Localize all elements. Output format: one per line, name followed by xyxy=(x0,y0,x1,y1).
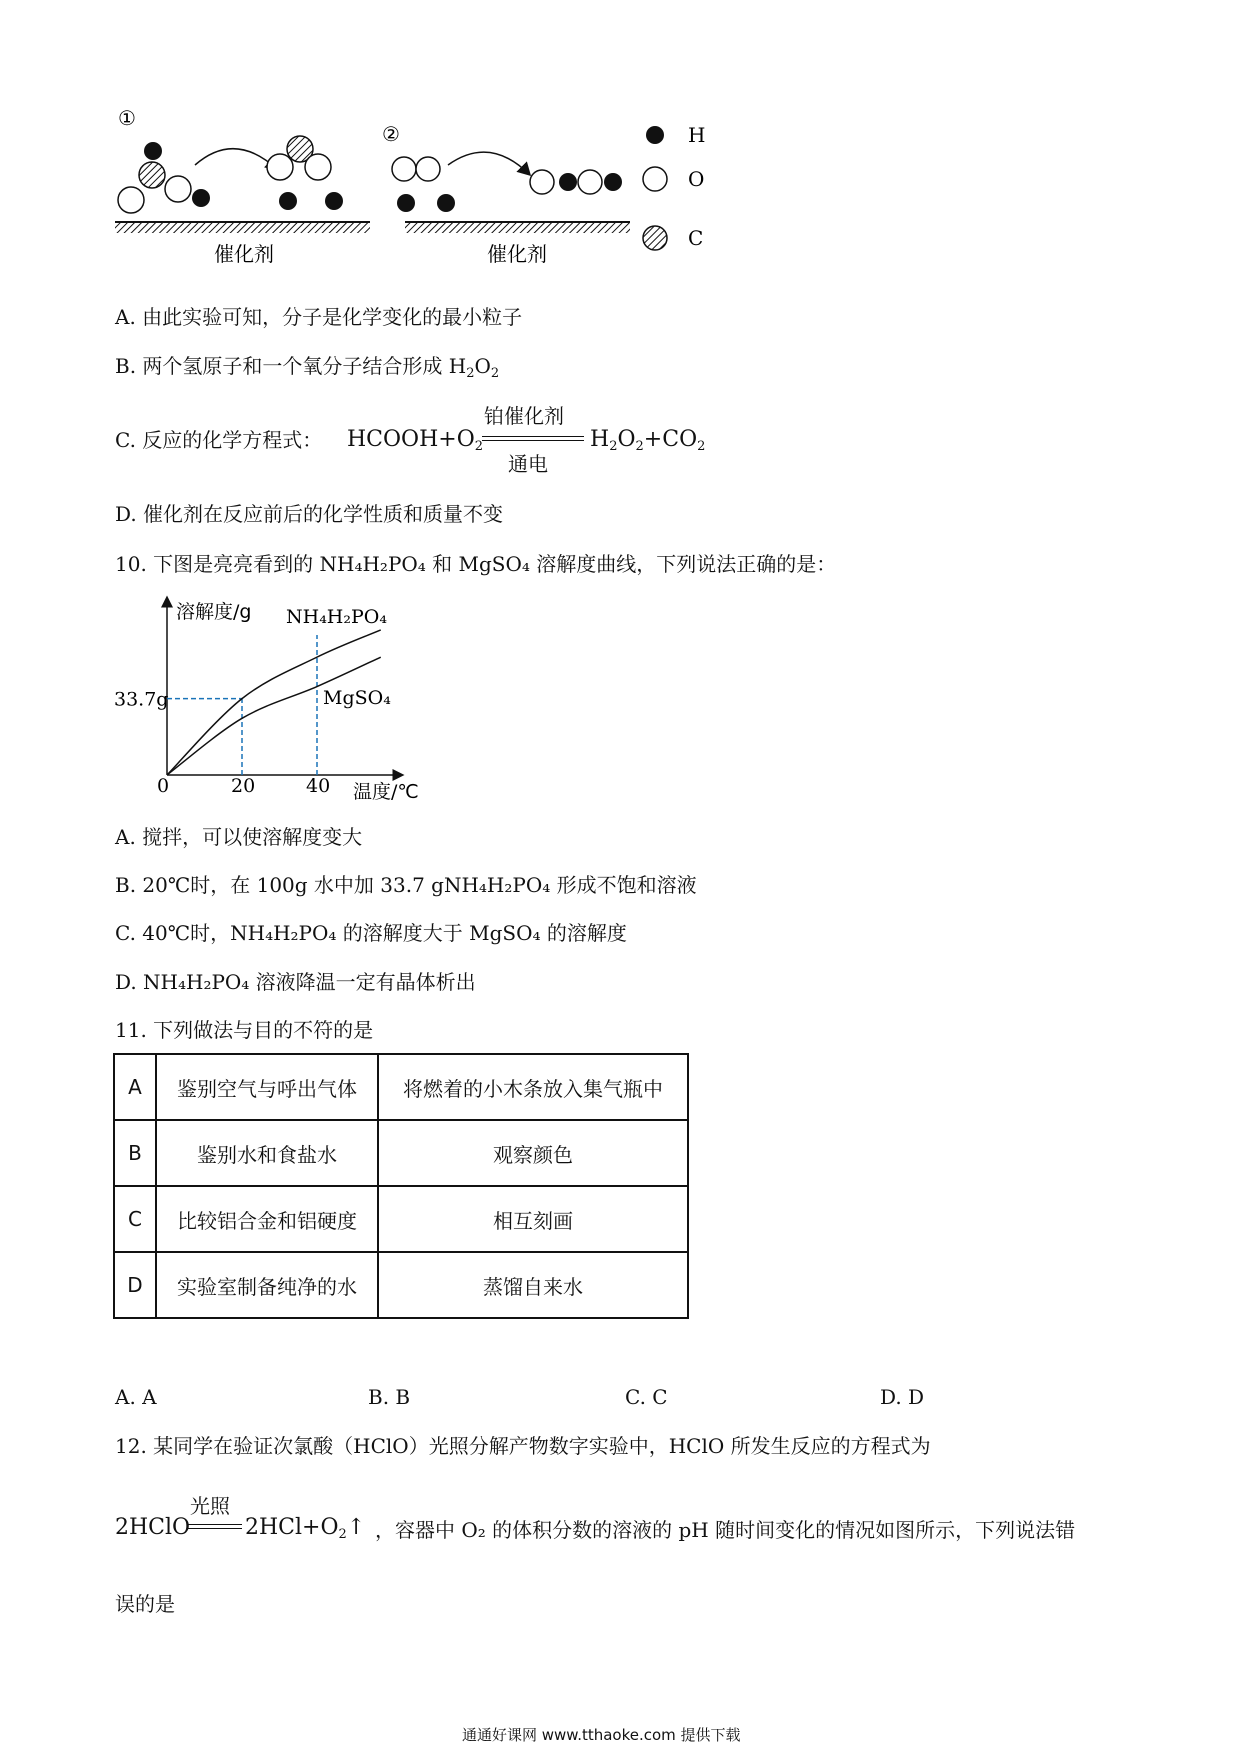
q10-stem: 10. 下图是亮亮看到的 NH₄H₂PO₄ 和 MgSO₄ 溶解度曲线，下列说法正确的是： xyxy=(115,552,837,576)
q12-eq-equals xyxy=(188,1524,242,1529)
q12-eq-right: $2HCl+O_2↑$ xyxy=(245,1515,366,1542)
q12-eq-condition: 光照 xyxy=(190,1494,230,1518)
row-purpose: 鉴别水和食盐水 xyxy=(156,1120,378,1186)
q9-option-d: D. 催化剂在反应前后的化学性质和质量不变 xyxy=(115,502,504,526)
q12-continuation: 误的是 xyxy=(115,1592,175,1616)
diagram-label-1: ① xyxy=(118,106,136,130)
row-method: 将燃着的小木条放入集气瓶中 xyxy=(378,1054,688,1120)
q9-c-left: $HCOOH+O_2$ xyxy=(347,427,484,454)
row-purpose: 比较铝合金和铝硬度 xyxy=(156,1186,378,1252)
series-curve-1 xyxy=(167,657,381,775)
table-row xyxy=(114,1054,688,1120)
q11-table xyxy=(113,1053,689,1319)
q11-choice-a: A. A xyxy=(115,1385,157,1409)
chart-xlabel: 温度/℃ xyxy=(353,781,419,803)
q12-eq-left: 2HClO xyxy=(115,1515,191,1540)
q11-choice-b: B. B xyxy=(368,1385,411,1409)
q9-b-sub2: 2 xyxy=(490,366,500,381)
q9-c-equals xyxy=(482,436,584,441)
q11-choice-c: C. C xyxy=(625,1385,668,1409)
table-row xyxy=(114,1252,688,1318)
catalyst-reaction-diagram xyxy=(110,105,730,280)
x-tick-label: 20 xyxy=(231,775,256,797)
row-purpose: 实验室制备纯净的水 xyxy=(156,1252,378,1318)
row-method: 观察颜色 xyxy=(378,1120,688,1186)
q9-c-condition-top: 铂催化剂 xyxy=(484,404,564,428)
legend-o: O xyxy=(688,167,705,191)
table-row xyxy=(114,1186,688,1252)
row-key: C xyxy=(114,1186,156,1252)
solubility-chart xyxy=(110,590,440,805)
y-tick-label: 33.7g xyxy=(114,688,169,711)
row-key: D xyxy=(114,1252,156,1318)
row-purpose: 鉴别空气与呼出气体 xyxy=(156,1054,378,1120)
row-method: 蒸馏自来水 xyxy=(378,1252,688,1318)
catalyst-label-1: 催化剂 xyxy=(214,242,274,266)
series-label-mgso4: MgSO₄ xyxy=(323,687,391,709)
q10-option-c: C. 40℃时，NH₄H₂PO₄ 的溶解度大于 MgSO₄ 的溶解度 xyxy=(115,921,627,945)
catalyst-label-2: 催化剂 xyxy=(487,242,547,266)
q9-c-prefix: C. 反应的化学方程式： xyxy=(115,428,323,452)
chart-ylabel: 溶解度/g xyxy=(176,601,252,623)
q11-stem: 11. 下列做法与目的不符的是 xyxy=(115,1018,374,1042)
legend-h: H xyxy=(688,123,706,147)
series-label-nh4h2po4: NH₄H₂PO₄ xyxy=(286,606,387,628)
q9-b-text: B. 两个氢原子和一个氧分子结合形成 H xyxy=(115,354,467,378)
row-key: A xyxy=(114,1054,156,1120)
q9-b-sub1: 2 xyxy=(466,366,475,381)
q12-stem: 12. 某同学在验证次氯酸（HClO）光照分解产物数字实验中，HClO 所发生反应的方程式为 xyxy=(115,1434,931,1458)
q9-c-condition-bottom: 通电 xyxy=(508,452,548,476)
table-row xyxy=(114,1120,688,1186)
q9-b-mid: O xyxy=(474,354,491,378)
diagram-label-2: ② xyxy=(382,122,400,146)
q11-choice-d: D. D xyxy=(880,1385,925,1409)
chart-origin: 0 xyxy=(157,775,170,797)
q12-eq-tail: ，容器中 O₂ 的体积分数的溶液的 pH 随时间变化的情况如图所示，下列说法错 xyxy=(375,1518,1076,1542)
q9-c-right: $H_2O_2+CO_2$ xyxy=(590,427,706,454)
q10-option-a: A. 搅拌，可以使溶解度变大 xyxy=(115,825,363,849)
q10-option-d: D. NH₄H₂PO₄ 溶液降温一定有晶体析出 xyxy=(115,970,476,994)
q9-option-b xyxy=(115,352,499,388)
row-key: B xyxy=(114,1120,156,1186)
q10-option-b: B. 20℃时，在 100g 水中加 33.7 gNH₄H₂PO₄ 形成不饱和溶液 xyxy=(115,873,697,897)
legend-c: C xyxy=(688,226,704,250)
row-method: 相互刻画 xyxy=(378,1186,688,1252)
footer-credit: 通通好课网 www.tthaoke.com 提供下载 xyxy=(462,1726,741,1744)
q9-option-a: A. 由此实验可知，分子是化学变化的最小粒子 xyxy=(115,305,523,329)
x-tick-label: 40 xyxy=(306,775,331,797)
